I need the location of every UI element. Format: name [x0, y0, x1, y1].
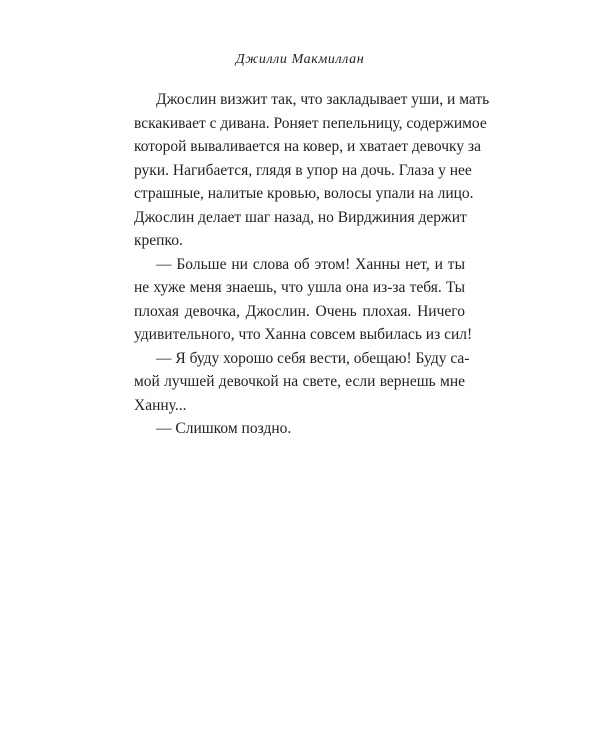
body-text [134, 88, 490, 441]
running-header: Джилли Макмиллан [235, 52, 365, 67]
text-line: Джослин делает шаг назад, но Вирджиния держит [134, 208, 467, 226]
text-line: крепко. [134, 232, 183, 249]
text-line: Ханну... [134, 396, 187, 414]
text-line: мой лучшей девочкой на свете, если вернешь мне [134, 373, 465, 390]
text-line: страшные, налитые кровью, волосы упали на лицо. [134, 185, 474, 202]
text-line: не хуже меня знаешь, что ушла она из-за тебя. Ты [134, 279, 465, 296]
text-line: которой вываливается на ковер, и хватает девочку за [134, 138, 481, 155]
text-line: плохая девочка, Джослин. Очень плохая. Ничего [134, 302, 465, 320]
text-line: Джослин визжит так, что закладывает уши, и мать [156, 91, 490, 108]
text-line: удивительного, что Ханна совсем выбилась из сил! [134, 326, 473, 343]
text-line: руки. Нагибается, глядя в упор на дочь. Глаза у нее [134, 161, 472, 179]
text-line: — Я буду хорошо себя вести, обещаю! Буду са- [156, 349, 470, 367]
text-line: вскакивает с дивана. Роняет пепельницу, содержимое [134, 114, 487, 132]
text-line: — Слишком поздно. [156, 420, 292, 437]
text-line: — Больше ни слова об этом! Ханны нет, и ты [156, 255, 465, 273]
